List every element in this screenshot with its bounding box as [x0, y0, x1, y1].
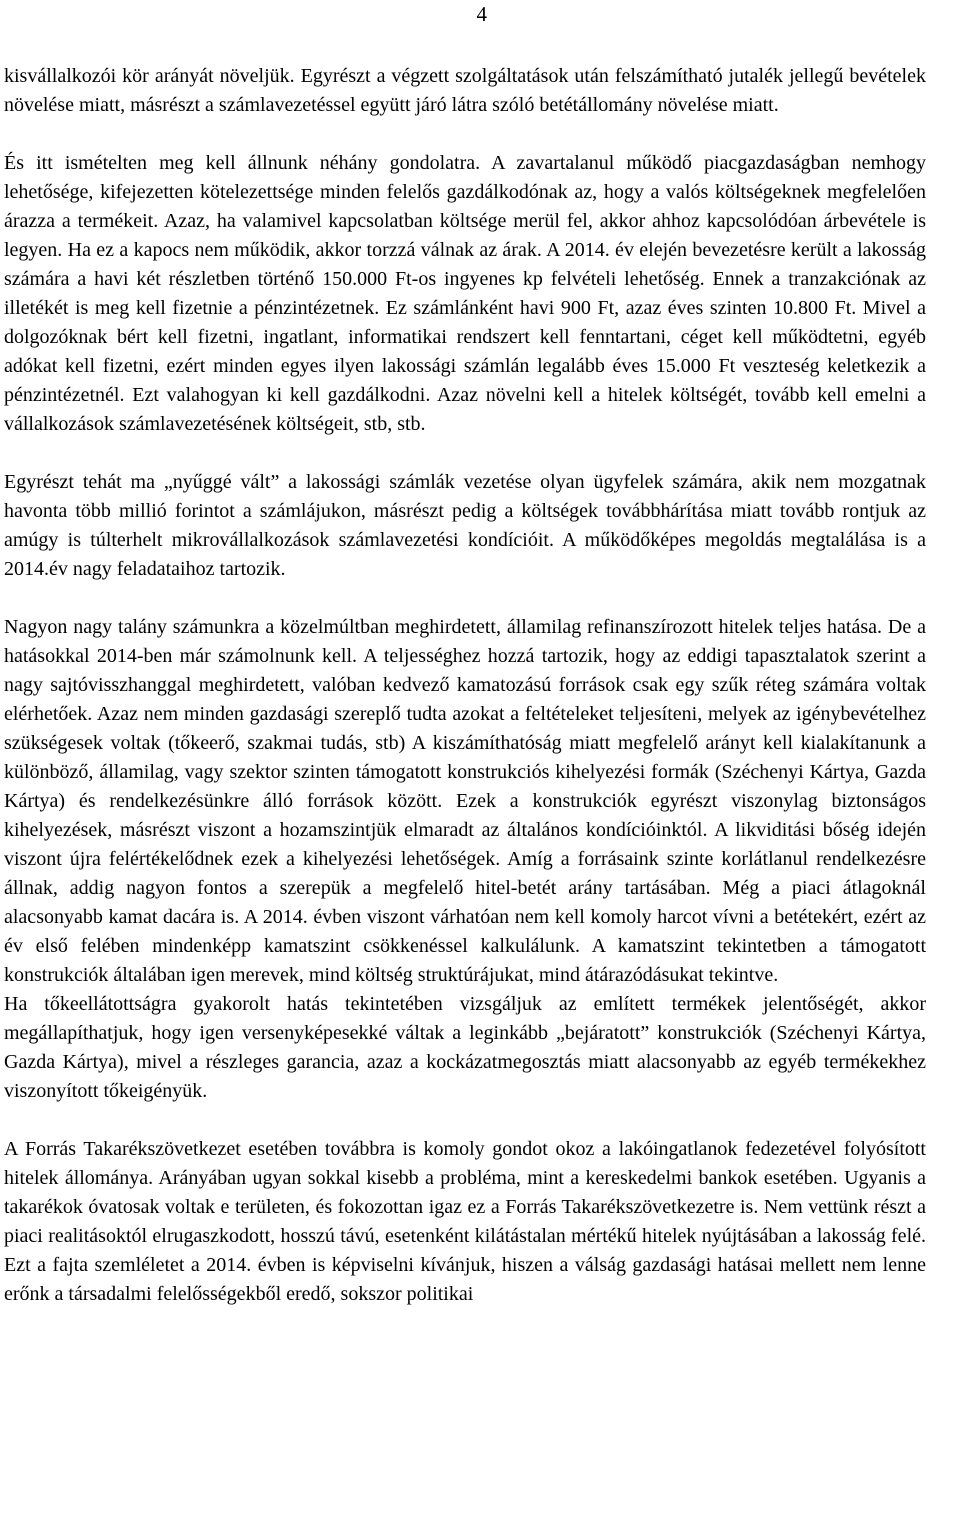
paragraph-5: Ha tőkeellátottságra gyakorolt hatás tekintetében vizsgáljuk az említett termékek jelentőségét, akkor megállapíthatjuk, hogy igen versenyképesekké váltak a leginkább „bejáratott” konstrukciók (Széchenyi Kártya, Gazda Kártya), mivel a részleges garancia, azaz a kockázatmegosztás miatt alacsonyabb az egyéb termékekhez viszonyított tőkeigényük. [4, 993, 926, 1102]
paragraph-3: Egyrészt tehát ma „nyűggé vált” a lakossági számlák vezetése olyan ügyfelek számára, akik nem mozgatnak havonta több millió forintot a számlájukon, másrészt pedig a költségek továbbhárítása miatt tovább rontjuk az amúgy is túlterhelt mikrovállalkozások számlavezetési kondícióit. A működőképes megoldás megtalálása is a 2014.év nagy feladataihoz tartozik. [4, 471, 926, 580]
paragraph-gap [4, 584, 926, 613]
paragraph-gap [4, 1106, 926, 1135]
page-number: 4 [476, 2, 487, 26]
paragraph-6: A Forrás Takarékszövetkezet esetében továbbra is komoly gondot okoz a lakóingatlanok fedezetével folyósított hitelek állománya. Arányában ugyan sokkal kisebb a probléma, mint a kereskedelmi bankok esetében. Ugyanis a takarékok óvatosak voltak e területen, és fokozottan igaz ez a Forrás Takarékszövetkezetre is. Nem vettünk részt a piaci realitásoktól elrugaszkodott, hosszú távú, esetenként kilátástalan mértékű hitelek nyújtásában a lakosság felé. Ezt a fajta szemléletet a 2014. évben is képviselni kívánjuk, hiszen a válság gazdasági hatásai mellett nem lenne erőnk a társadalmi felelősségekből eredő, sokszor politikai [4, 1138, 926, 1305]
document-body [4, 62, 926, 1309]
paragraph-4: Nagyon nagy talány számunkra a közelmúltban meghirdetett, államilag refinanszírozott hitelek teljes hatása. De a hatásokkal 2014-ben már számolnunk kell. A teljességhez hozzá tartozik, hogy az eddigi tapasztalatok szerint a nagy sajtóvisszhanggal meghirdetett, valóban kedvező kamatozású források csak egy szűk réteg számára voltak elérhetőek. Azaz nem minden gazdasági szereplő tudta azokat a feltételeket teljesíteni, melyek az igénybevételhez szükségesek voltak (tőkeerő, szakmai tudás, stb) A kiszámíthatóság miatt megfelelő arányt kell kialakítanunk a különböző, államilag, vagy szektor szinten támogatott konstrukciós kihelyezési formák (Széchenyi Kártya, Gazda Kártya) és rendelkezésünkre álló források között. Ezek a konstrukciók egyrészt viszonylag biztonságos kihelyezések, másrészt viszont a hozamszintjük elmaradt az általános kondícióinktól. A likviditási bőség idején viszont újra felértékelődnek ezek a kihelyezési lehetőségek. Amíg a forrásaink szinte korlátlanul rendelkezésre állnak, addig nagyon fontos a szerepük a megfelelő hitel-betét arány tartásában. Még a piaci átlagoknál alacsonyabb kamat dacára is. A 2014. évben viszont várhatóan nem kell komoly harcot vívni a betétekért, ezért az év első felében mindenképp kamatszint csökkenéssel kalkulálunk. A kamatszint tekintetben a támogatott konstrukciók általában igen merevek, mind költség struktúrájukat, mind átárazódásukat tekintve. [4, 616, 926, 986]
paragraph-gap [4, 439, 926, 468]
paragraph-1: kisvállalkozói kör arányát növeljük. Egyrészt a végzett szolgáltatások után felszámítható jutalék jellegű bevételek növelése miatt, másrészt a számlavezetéssel együtt járó látra szóló betétállomány növelése miatt. [4, 65, 926, 116]
paragraph-gap [4, 120, 926, 149]
paragraph-2: És itt ismételten meg kell állnunk néhány gondolatra. A zavartalanul működő piacgazdaságban nemhogy lehetősége, kifejezetten kötelezettsége minden felelős gazdálkodónak az, hogy a valós költségeknek megfelelően árazza a termékeit. Azaz, ha valamivel kapcsolatban költsége merül fel, akkor ahhoz kapcsolódóan árbevétele is legyen. Ha ez a kapocs nem működik, akkor torzzá válnak az árak. A 2014. év elején bevezetésre került a lakosság számára a havi két részletben történő 150.000 Ft-os ingyenes kp felvételi lehetőség. Ennek a tranzakciónak az illetékét is meg kell fizetnie a pénzintézetnek. Ez számlánként havi 900 Ft, azaz éves szinten 10.800 Ft. Mivel a dolgozóknak bért kell fizetni, ingatlant, informatikai rendszert kell fenntartani, céget kell működtetni, egyéb adókat kell fizetni, ezért minden egyes ilyen lakossági számlán legalább éves 15.000 Ft veszteség keletkezik a pénzintézetnél. Ezt valahogyan ki kell gazdálkodni. Azaz növelni kell a hitelek költségét, tovább kell emelni a vállalkozások számlavezetésének költségeit, stb, stb. [4, 152, 926, 435]
